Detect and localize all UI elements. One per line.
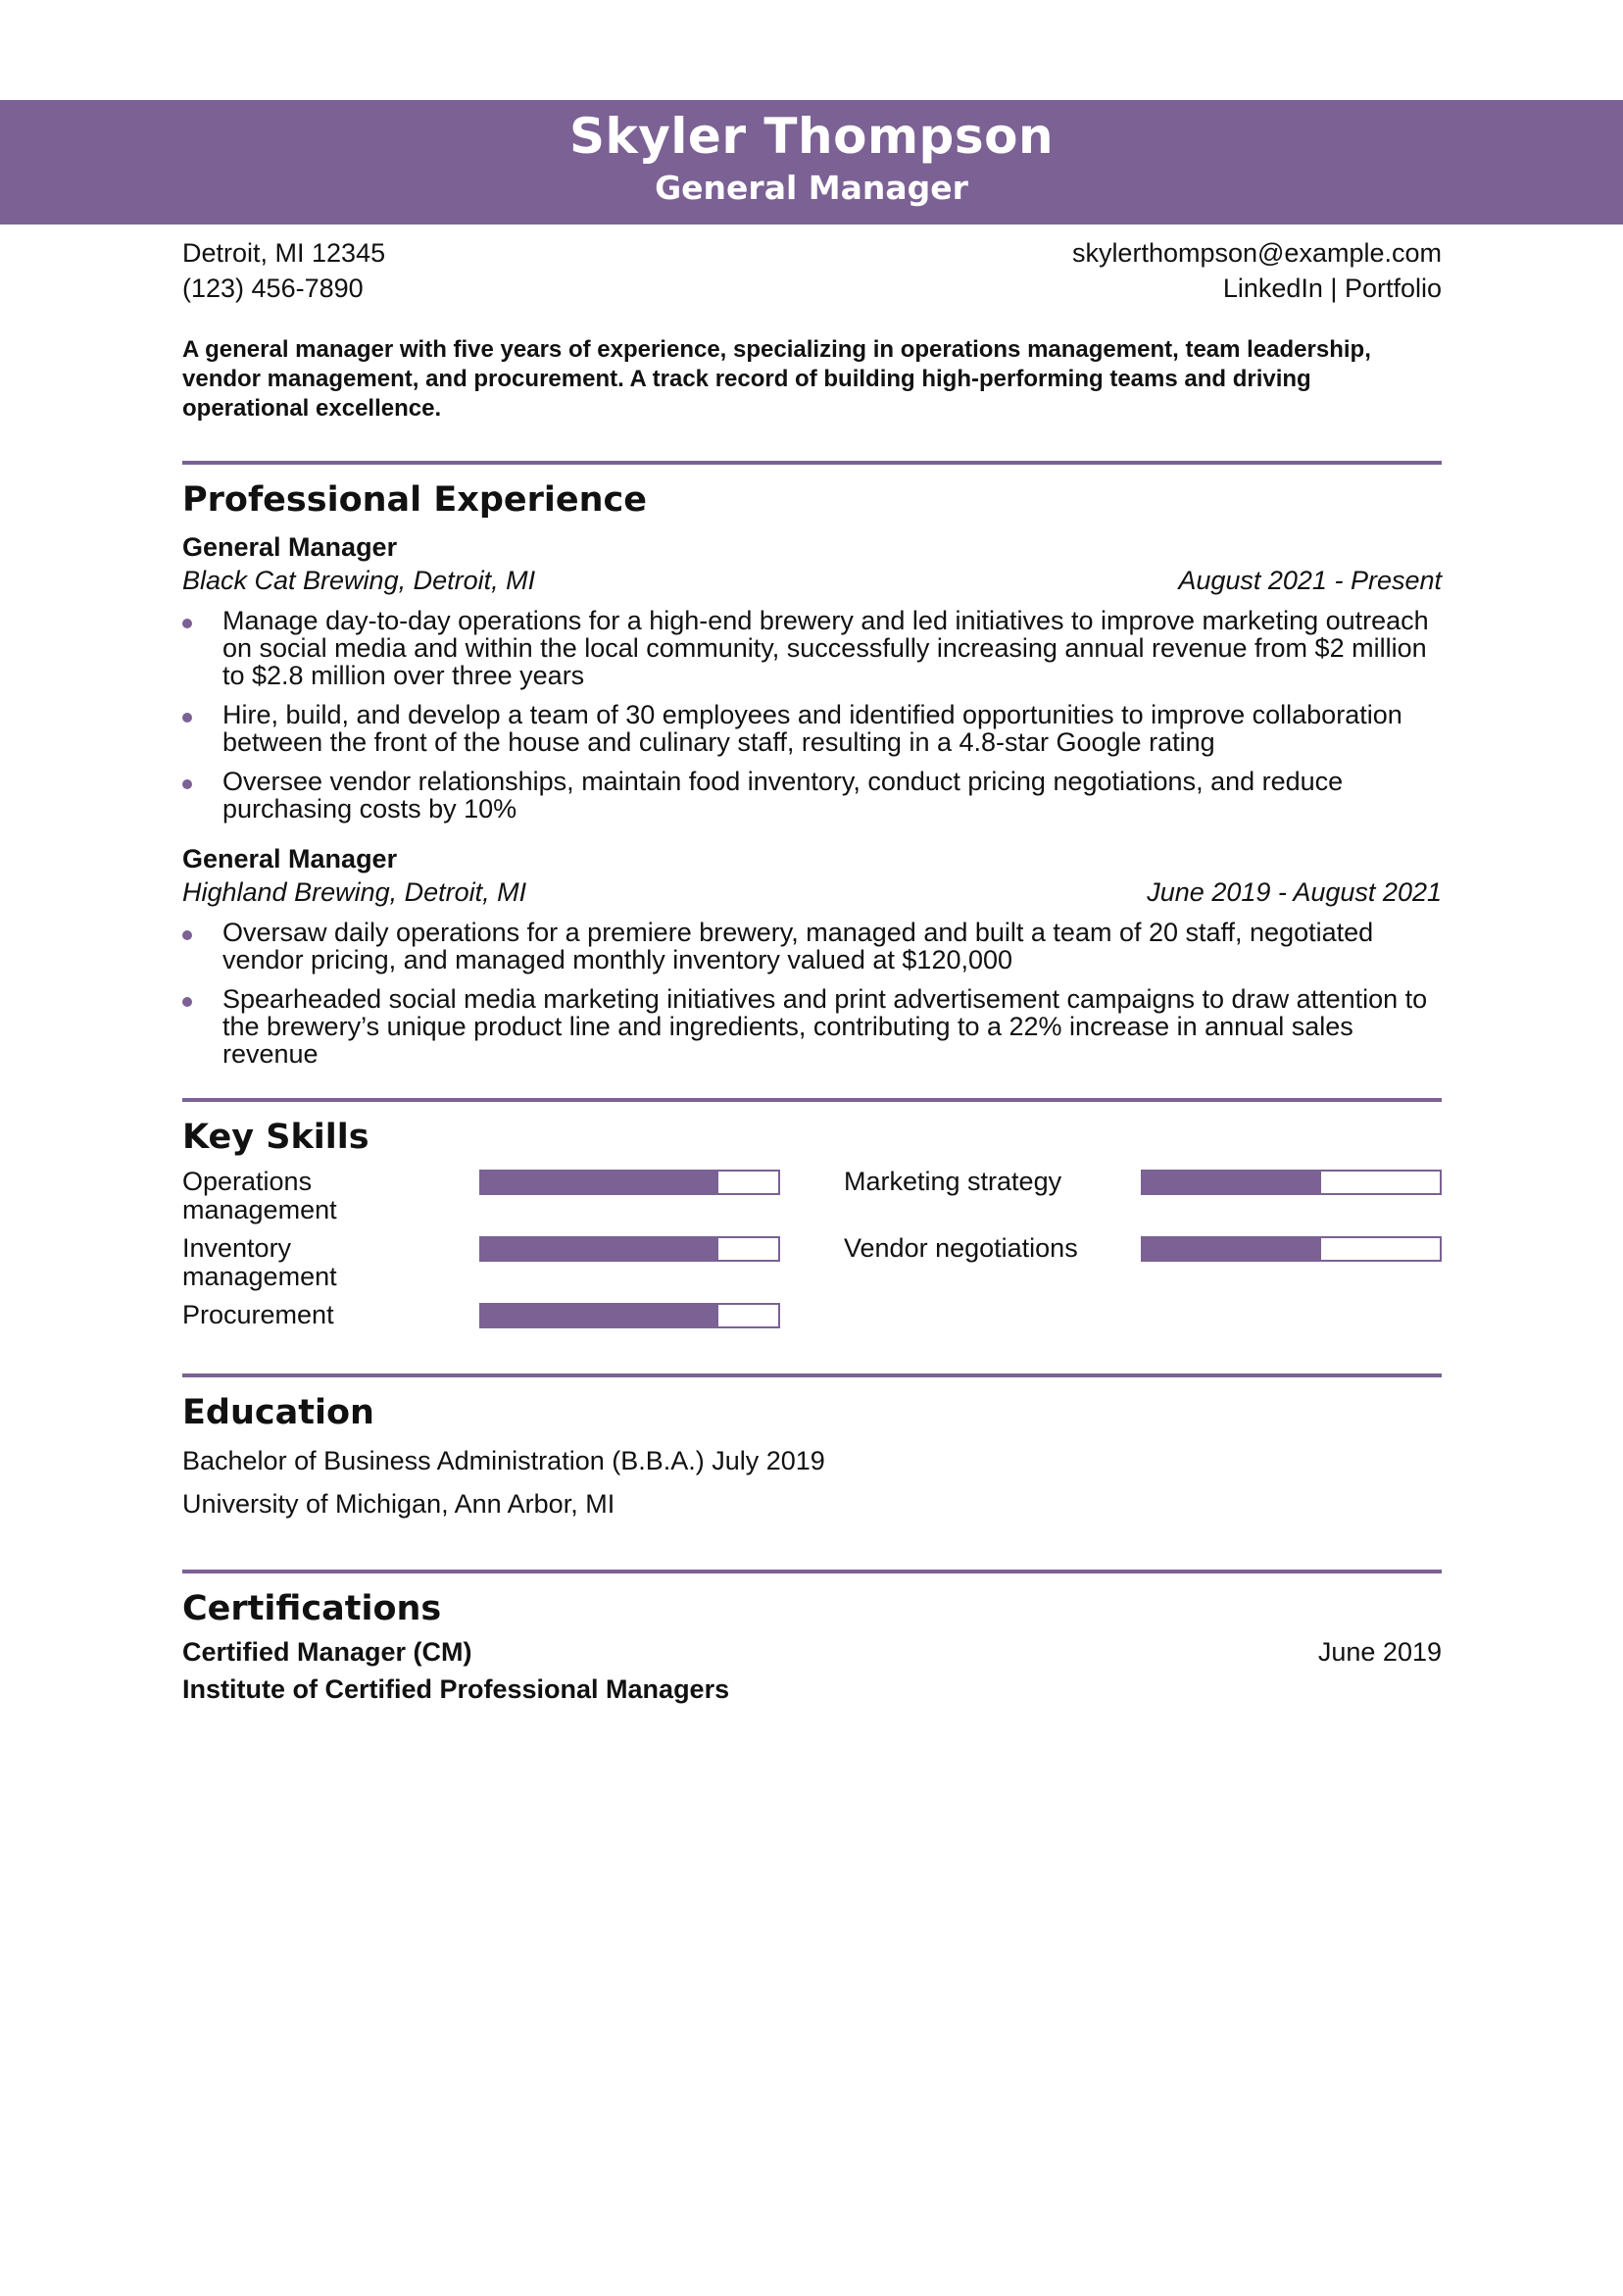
skill-bar <box>1141 1236 1442 1262</box>
certification-issuer: Institute of Certified Professional Managers <box>182 1674 730 1704</box>
experience-section <box>182 461 1442 1068</box>
bullet-icon <box>182 997 192 1007</box>
education-school: University of Michigan, Ann Arbor, MI <box>182 1489 615 1519</box>
contact-email[interactable]: skylerthompson@example.com <box>1071 238 1442 268</box>
bullet-text: Spearheaded social media marketing initiatives and print advertisement campaigns to draw attention to the brewery’s unique product line and ingredients, contributing to a 22% increase in annual sales revenue <box>222 984 1428 1069</box>
bullet-icon <box>182 713 192 723</box>
skills-heading: Key Skills <box>182 1118 369 1157</box>
contact-location: Detroit, MI 12345 <box>182 238 386 268</box>
education-degree: Bachelor of Business Administration (B.B.A.) July 2019 <box>182 1446 825 1475</box>
job-company: Highland Brewing, Detroit, MI <box>182 877 527 907</box>
skills-column-right <box>844 1168 1442 1340</box>
certification-row <box>182 1633 1442 1671</box>
list-item <box>182 768 1442 823</box>
contact-links[interactable]: LinkedIn | Portfolio <box>1222 274 1442 303</box>
certification-name: Certified Manager (CM) <box>182 1637 472 1667</box>
candidate-name: Skyler Thompson <box>568 108 1055 165</box>
bullet-text: Oversee vendor relationships, maintain food inventory, conduct pricing negotiations, and reduce purchasing costs by 10% <box>222 767 1344 824</box>
skill-name: Marketing strategy <box>844 1167 1062 1196</box>
job-company: Black Cat Brewing, Detroit, MI <box>182 566 536 595</box>
list-item <box>182 607 1442 689</box>
list-item <box>182 985 1442 1068</box>
contact-right <box>1072 235 1442 306</box>
education-heading: Education <box>182 1393 374 1432</box>
skill-row <box>844 1168 1442 1224</box>
job-entry <box>182 530 1442 823</box>
skill-row <box>844 1234 1442 1291</box>
job-dates: June 2019 - August 2021 <box>1147 877 1442 907</box>
experience-heading: Professional Experience <box>182 480 648 520</box>
bullet-text: Oversaw daily operations for a premiere brewery, managed and built a team of 20 staff, negotiated vendor pricing, and managed monthly inventory valued at $120,000 <box>222 918 1374 974</box>
skill-row <box>182 1234 780 1291</box>
contact-block <box>182 235 1442 306</box>
skill-bar <box>479 1236 780 1262</box>
job-entry <box>182 842 1442 1068</box>
contact-left <box>182 235 385 306</box>
skills-grid <box>182 1168 1442 1340</box>
education-section <box>182 1373 1442 1525</box>
bullet-icon <box>182 619 192 628</box>
resume-body <box>182 225 1442 1708</box>
certifications-section <box>182 1570 1442 1708</box>
skill-fill <box>481 1172 718 1193</box>
certification-date: June 2019 <box>1317 1637 1442 1667</box>
job-bullets <box>182 919 1442 1068</box>
skill-bar <box>1141 1170 1442 1195</box>
bullet-text: Hire, build, and develop a team of 30 employees and identified opportunities to improve collaboration between the front of the house and culinary staff, resulting in a 4.8-star Google rating <box>222 700 1402 757</box>
header-band <box>0 100 1623 225</box>
job-dates: August 2021 - Present <box>1178 566 1442 595</box>
skill-name: Vendor negotiations <box>844 1233 1078 1263</box>
skill-name: Procurement <box>182 1300 334 1329</box>
skill-bar <box>479 1170 780 1195</box>
contact-phone: (123) 456-7890 <box>182 274 364 303</box>
skill-row <box>182 1168 780 1224</box>
skill-fill <box>481 1305 718 1326</box>
skill-fill <box>481 1238 718 1260</box>
job-meta <box>182 564 1442 597</box>
skill-fill <box>1143 1238 1321 1260</box>
list-item <box>182 919 1442 973</box>
job-bullets <box>182 607 1442 823</box>
bullet-icon <box>182 779 192 789</box>
skill-fill <box>1143 1172 1321 1193</box>
candidate-title: General Manager <box>655 169 968 207</box>
job-title: General Manager <box>182 844 398 873</box>
skill-bar <box>479 1303 780 1328</box>
certifications-heading: Certifications <box>182 1589 442 1628</box>
bullet-icon <box>182 930 192 940</box>
job-title: General Manager <box>182 532 398 562</box>
skills-section <box>182 1098 1442 1340</box>
skill-name: Inventory management <box>182 1233 337 1291</box>
bullet-text: Manage day-to-day operations for a high-end brewery and led initiatives to improve marketing outreach on social media and within the local community, successfully increasing annual revenue from $2 million to $2.8 million over three years <box>222 606 1429 690</box>
skill-row <box>182 1301 780 1330</box>
list-item <box>182 701 1442 756</box>
job-meta <box>182 875 1442 909</box>
skills-column-left <box>182 1168 780 1340</box>
summary: A general manager with five years of experience, specializing in operations management, team leadership, vendor management, and procurement. A track record of building high-performing teams and driving operational excellence. <box>182 336 1371 422</box>
skill-name: Operations management <box>182 1167 337 1224</box>
